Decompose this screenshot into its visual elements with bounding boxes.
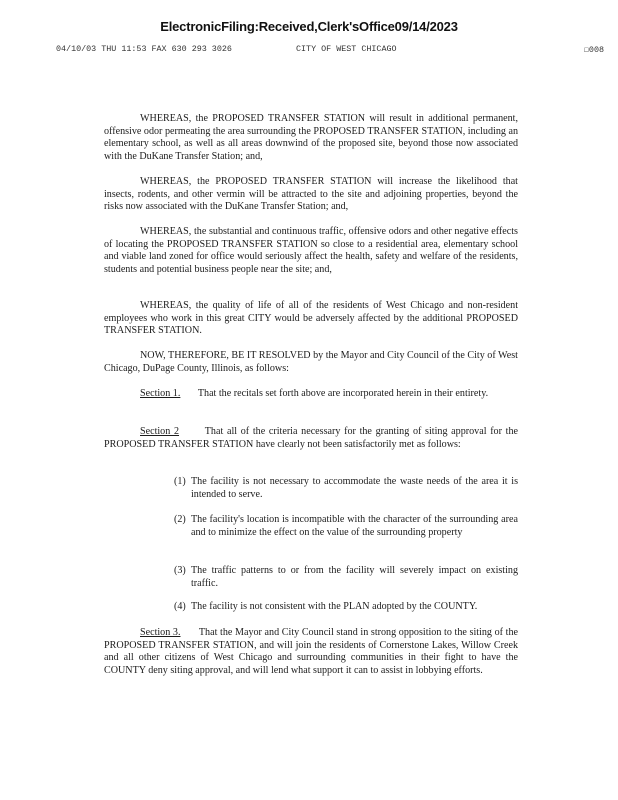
criterion-number: (4) xyxy=(174,601,186,612)
criterion-text: The facility's location is incompatible with the character of the surrounding area and to minimize the effect on the value of the surrounding property xyxy=(191,514,518,538)
paragraph-text: WHEREAS, the PROPOSED TRANSFER STATION will increase the likelihood that insects, rodents, and other vermin will be attracted to the site and adjoining properties, beyond the risks now associated with the DuKane Transfer Station; and, xyxy=(104,176,518,213)
whereas-odor-paragraph xyxy=(104,113,518,163)
fax-sender: CITY OF WEST CHICAGO xyxy=(296,44,397,54)
whereas-vermin-paragraph xyxy=(104,176,518,214)
section-2 xyxy=(104,426,518,451)
section-2-label: Section 2 xyxy=(140,426,180,437)
fax-date-time: 04/10/03 THU 11:53 FAX 630 293 3026 xyxy=(56,44,232,54)
criterion-number: (3) xyxy=(174,565,186,576)
criterion-text: The facility is not necessary to accommodate the waste needs of the area it is intended to serve. xyxy=(191,476,518,500)
criterion-text: The facility is not consistent with the PLAN adopted by the COUNTY. xyxy=(191,601,478,612)
section-1-label: Section 1. xyxy=(140,388,181,399)
criterion-number: (1) xyxy=(174,476,186,487)
criterion-number: (2) xyxy=(174,514,186,525)
resolved-paragraph xyxy=(104,350,518,375)
section-3-text: That the Mayor and City Council stand in strong opposition to the siting of the PROPOSED TRANSFER STATION, and will join the residents of Cornerstone Lakes, Willow Creek and all other citizens of West Chicago and surrounding communities in their fight to have the COUNTY deny siting approval, and will lend what support it can to assist in lobbying efforts. xyxy=(104,627,518,676)
section-2-text: That all of the criteria necessary for the granting of siting approval for the PROPOSED TRANSFER STATION have clearly not been satisfactorily met as follows: xyxy=(104,426,519,450)
criterion-item-1 xyxy=(174,476,518,501)
criterion-item-4 xyxy=(174,601,518,614)
criterion-text: The traffic patterns to or from the facility will severely impact on existing traffic. xyxy=(191,565,518,589)
paragraph-text: NOW, THEREFORE, BE IT RESOLVED by the Mayor and City Council of the City of West Chicago, DuPage County, Illinois, as follows: xyxy=(104,350,518,374)
section-1-text: That the recitals set forth above are incorporated herein in their entirety. xyxy=(197,388,489,399)
paragraph-text: WHEREAS, the quality of life of all of the residents of West Chicago and non-resident employees who work in this great CITY would be adversely affected by the additional PROPOSED TRANSFER STATION. xyxy=(104,300,518,337)
criterion-item-2 xyxy=(174,514,518,539)
whereas-traffic-paragraph xyxy=(104,226,518,276)
fax-page-number: ☐008 xyxy=(583,45,604,55)
section-3-label: Section 3. xyxy=(140,627,181,638)
whereas-quality-of-life-paragraph xyxy=(104,300,518,338)
section-3 xyxy=(104,627,518,677)
paragraph-text: WHEREAS, the substantial and continuous traffic, offensive odors and other negative effects of locating the PROPOSED TRANSFER STATION so close to a residential area, elementary school and viable land zoned for office would seriously affect the health, safety and welfare of the residents, students and potential business people near the site; and, xyxy=(104,226,518,275)
paragraph-text: WHEREAS, the PROPOSED TRANSFER STATION will result in additional permanent, offensive odor permeating the area surrounding the PROPOSED TRANSFER STATION, including an elementary school, as well as all areas downwind of the proposed site, beyond those now associated with the DuKane Transfer Station; and, xyxy=(104,113,518,162)
criterion-item-3 xyxy=(174,565,518,590)
section-1 xyxy=(104,388,518,401)
electronic-filing-stamp: ElectronicFiling:Received,Clerk'sOffice09/14/2023 xyxy=(160,19,458,34)
